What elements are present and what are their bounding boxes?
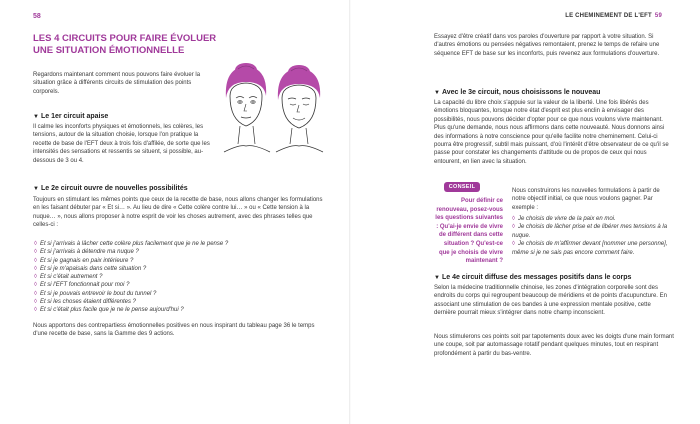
list-item: ◊ Et si je pouvais entrevoir le bout du tunnel ? [34, 290, 157, 297]
face-left [224, 63, 270, 152]
diamond-bullet-icon: ◊ [34, 307, 37, 314]
diamond-bullet-icon: ◊ [34, 282, 37, 289]
circuit2-heading [33, 184, 313, 194]
right-intro-paragraph: Essayez d'être créatif dans vos paroles d'ouverture par rapport à votre situation. Si d'autres émotions ou pensées négatives remontaient, prenez le temps de refaire une séquence EFT de base sur les inconforts, puis revenez aux formulations d'ouverture. [434, 34, 660, 57]
diamond-bullet-icon: ◊ [34, 290, 37, 297]
diamond-bullet-icon: ◊ [34, 241, 37, 247]
list-item: ◊ Je choisis de vivre de la paix en moi. [512, 216, 616, 222]
circuit1-text: Il calme les inconforts physiques et émotionnels, les colères, les tensions, autour de la situation choisie, lorsque l'on pratique la recette de base de l'EFT deux à trois fois d'affilée, de sorte que les intensités des sensations et ressentis se situent, si possible, au-dessous de 3 ou 4. [33, 124, 210, 164]
circuit1-heading-text: Le 1er circuit apaise [40, 113, 109, 120]
examples-list [512, 215, 672, 257]
circuit3-heading [434, 88, 674, 98]
list-item: ◊ Et si c'était autrement ? [34, 274, 103, 281]
circuit1-heading [33, 112, 273, 122]
list-item: ◊ Et si c'était plus facile que je ne le pense aujourd'hui ? [34, 307, 184, 314]
triangle-down-icon: ▼ [33, 186, 39, 192]
triangle-down-icon: ▼ [434, 275, 440, 281]
left-page-number: 58 [33, 13, 41, 20]
list-item: ◊ Je choisis de m'affirmer devant [nommer une personne], même si je ne sais pas encore comment faire. [512, 241, 668, 256]
circuit3-text: La capacité du libre choix s'appuie sur la valeur de la liberté. Une fois libérés des émotions bloquantes, lorsque notre état d'esprit est plus enclin à envisager des possibilités, nous pouvons décider d'opter pour ce que nous voulons vivre maintenant. Plus qu'une demande, nous nous affirmons dans cette nouveauté. Nous donnons ainsi des informations à notre conscience pour qu'elle facilite notre cheminement. Celui-ci pourra être progressif, subtil mais puissant, d'où l'intérêt d'être observateur de ce qu'il se passe pour constater les changements d'attitude ou de propos de ceux qui nous entourent, en lien avec la situation. [434, 100, 669, 165]
et-si-phrase-list [34, 240, 274, 315]
list-item: ◊ Et si j'arrivais à détendre ma nuque ? [34, 249, 139, 256]
running-head [565, 13, 662, 19]
section-title: LES 4 CIRCUITS POUR FAIRE ÉVOLUER UNE SITUATION ÉMOTIONNELLE [33, 33, 217, 56]
list-item: ◊ Et si j'arrivais à lâcher cette colère plus facilement que je ne le pense ? [34, 241, 229, 247]
circuit4-heading-text: Le 4e circuit diffuse des messages positifs dans le corps [441, 274, 632, 281]
diamond-bullet-icon: ◊ [512, 224, 515, 231]
circuit2-closing: Nous apportons des contrepartiess émotionnelles positives en nous inspirant du tableau page 36 le temps d'une recette de base, sans la Gamme des 9 actions. [33, 323, 315, 338]
face-right [276, 65, 323, 152]
triangle-down-icon: ▼ [434, 90, 440, 96]
list-item: ◊ Et si l'EFT fonctionnait pour moi ? [34, 282, 130, 289]
list-item: ◊ Et si je m'apaisais dans cette situation ? [34, 265, 147, 272]
circuit3-heading-text: Avec le 3e circuit, nous choisissons le nouveau [441, 89, 601, 96]
triangle-down-icon: ▼ [33, 114, 39, 120]
circuit4-text-2: Nous stimulerons ces points soit par tapotements doux avec les doigts d'une main formant une coupe, soit par automassage rotatif pendant quelques minutes, tout en respirant profondément à partir du bas-ventre. [434, 334, 674, 357]
two-faces-illustration [220, 60, 325, 155]
circuit2-text: Toujours en stimulant les mêmes points que ceux de la recette de base, nous allons changer les formulations en les faisant débuter par « Et si… ». Au lieu de dire « Cette colère contre lui… » ou « Cette tension à la nuque… », nous allons proposer à notre esprit de voir les choses autrement, avec des phrases telles que celles-ci : [33, 197, 323, 229]
diamond-bullet-icon: ◊ [512, 216, 515, 222]
right-page-number: 59 [654, 13, 662, 19]
diamond-bullet-icon: ◊ [34, 299, 37, 306]
list-item: ◊ Je choisis de lâcher prise et de libérer mes tensions à la nuque. [512, 224, 668, 239]
diamond-bullet-icon: ◊ [34, 257, 37, 264]
circuit2-heading-text: Le 2e circuit ouvre de nouvelles possibilités [40, 185, 188, 192]
intro-paragraph: Regardons maintenant comment nous pouvons faire évoluer la situation grâce à différents circuits de stimulation des points corporels. [33, 72, 201, 95]
conseil-tip: Pour définir ce renouveau, posez-vous les questions suivantes : Qu'ai-je envie de vivre de différent dans cette situation ? Qu'est-ce que je choisis de vivre maintenant ? [435, 198, 503, 265]
circuit4-text: Selon la médecine traditionnelle chinoise, les zones d'intégration corporelle sont des endroits du corps qui regroupent beaucoup de méridiens et de points d'acupuncture. En associant une stimulation de ces bandes à une expression mentale positive, cette dernière pourrait mieux s'intégrer dans notre champ inconscient. [434, 285, 667, 317]
diamond-bullet-icon: ◊ [34, 265, 37, 272]
list-item: ◊ Et si je gagnais en paix intérieure ? [34, 257, 134, 264]
circuit4-heading [434, 273, 674, 283]
diamond-bullet-icon: ◊ [512, 241, 515, 248]
examples-intro: Nous construirons les nouvelles formulations à partir de notre objectif initial, ce que nous voulons gagner. Par exemple : [512, 188, 660, 211]
running-head-text: LE CHEMINEMENT DE L'EFT [565, 13, 652, 19]
conseil-badge: CONSEIL [444, 182, 480, 192]
list-item: ◊ Et si les choses étaient différentes ? [34, 299, 137, 306]
diamond-bullet-icon: ◊ [34, 249, 37, 256]
diamond-bullet-icon: ◊ [34, 274, 37, 281]
